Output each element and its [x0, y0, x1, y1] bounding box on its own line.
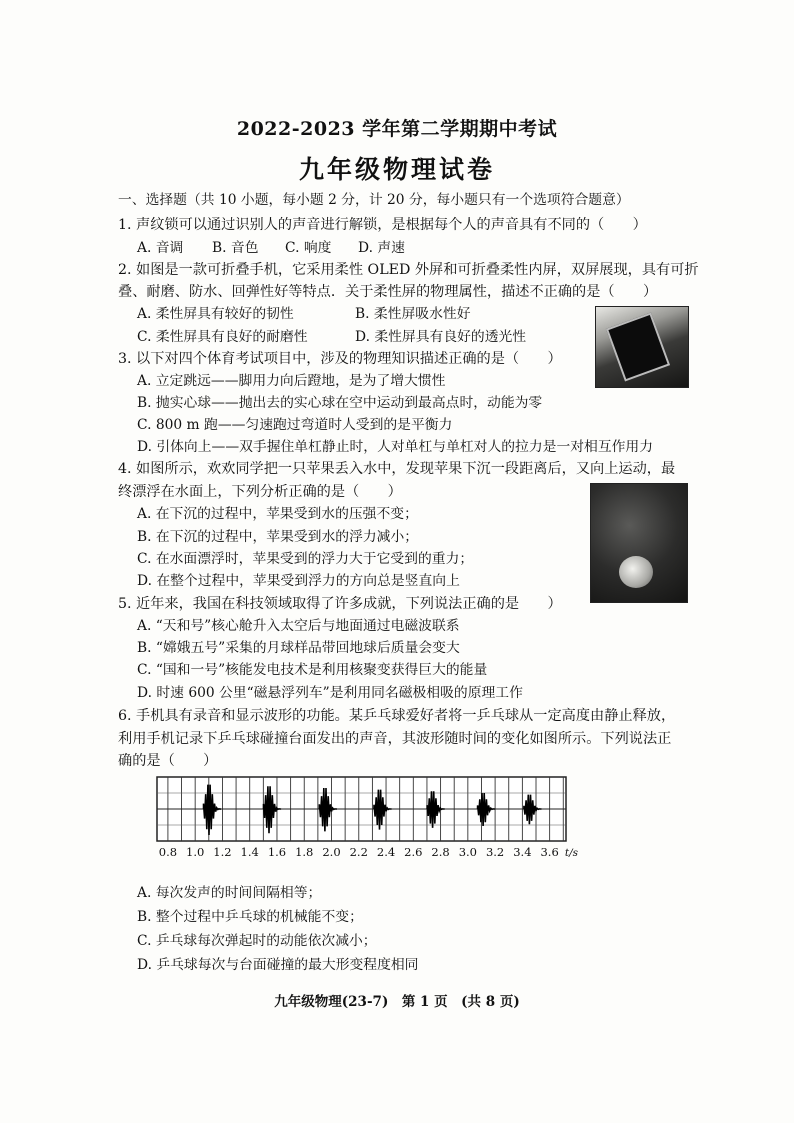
x-tick-label: 2.2 [349, 845, 368, 858]
q1-stem: 1. 声纹锁可以通过识别人的声音进行解锁，是根据每个人的声音具有不同的（ ） [118, 217, 647, 233]
sound-waveform-chart [155, 775, 580, 858]
apple-in-water-image [590, 483, 688, 603]
q6-option-a: A. 每次发声的时间间隔相等； [137, 885, 322, 901]
page-footer: 九年级物理(23-7) 第 1 页 (共 8 页) [274, 994, 520, 1010]
x-tick-label: 1.8 [295, 845, 314, 858]
q1-option-a: A. 音调 [137, 240, 184, 256]
exam-subtitle: 九年级物理试卷 [298, 155, 495, 184]
exam-title: 2022-2023 学年第二学期期中考试 [236, 118, 558, 140]
x-tick-label: 1.4 [240, 845, 259, 858]
q2-option-d: D. 柔性屏具有良好的透光性 [355, 329, 527, 345]
q6-option-c: C. 乒乓球每次弹起时的动能依次减小； [137, 933, 377, 949]
q6-stem-line2: 利用手机记录下乒乓球碰撞台面发出的声音，其波形随时间的变化如图所示。下列说法正 [118, 731, 672, 747]
q4-option-d: D. 在整个过程中，苹果受到浮力的方向总是竖直向上 [137, 573, 460, 589]
x-axis-unit: t/s [564, 847, 578, 858]
x-tick-label: 2.4 [376, 845, 396, 858]
q2-option-c: C. 柔性屏具有良好的耐磨性 [137, 329, 308, 345]
x-tick-label: 3.6 [540, 845, 559, 858]
x-tick-label: 2.8 [431, 845, 450, 858]
q5-option-d: D. 时速 600 公里“磁悬浮列车”是利用同名磁极相吸的原理工作 [137, 685, 523, 701]
q2-stem-line2: 叠、耐磨、防水、回弹性好等特点．关于柔性屏的物理属性，描述不正确的是（ ） [118, 284, 658, 300]
x-tick-label: 3.4 [513, 845, 532, 858]
q6-option-d: D. 乒乓球每次与台面碰撞的最大形变程度相同 [137, 957, 419, 973]
q5-option-c: C. “国和一号”核能发电技术是利用核聚变获得巨大的能量 [137, 662, 488, 678]
q5-option-a: A. “天和号”核心舱升入太空后与地面通过电磁波联系 [137, 618, 460, 634]
q3-option-c: C. 800 m 跑——匀速跑过弯道时人受到的是平衡力 [137, 417, 453, 433]
q1-option-d: D. 声速 [358, 240, 405, 256]
foldable-phone-image [595, 306, 689, 388]
section-heading: 一、选择题（共 10 小题，每小题 2 分，计 20 分，每小题只有一个选项符合题意） [118, 192, 630, 208]
x-tick-label: 2.0 [322, 845, 341, 858]
x-tick-label: 1.0 [186, 845, 205, 858]
q3-option-b: B. 抛实心球——抛出去的实心球在空中运动到最高点时，动能为零 [137, 395, 543, 411]
x-tick-label: 1.2 [213, 845, 232, 858]
q4-stem-line1: 4. 如图所示，欢欢同学把一只苹果丢入水中，发现苹果下沉一段距离后，又向上运动，最 [118, 461, 676, 477]
x-tick-label: 3.0 [458, 845, 477, 858]
q3-stem: 3. 以下对四个体育考试项目中，涉及的物理知识描述正确的是（ ） [118, 351, 562, 367]
q5-option-b: B. “嫦娥五号”采集的月球样品带回地球后质量会变大 [137, 640, 460, 656]
x-tick-label: 0.8 [158, 845, 178, 858]
q6-option-b: B. 整个过程中乒乓球的机械能不变； [137, 909, 363, 925]
q4-option-c: C. 在水面漂浮时，苹果受到的浮力大于它受到的重力； [137, 551, 474, 567]
q2-option-a: A. 柔性屏具有较好的韧性 [137, 306, 294, 322]
q5-stem: 5. 近年来，我国在科技领域取得了许多成就，下列说法正确的是 ） [118, 596, 562, 612]
q6-stem-line3: 确的是（ ） [118, 753, 218, 769]
q4-option-b: B. 在下沉的过程中，苹果受到水的浮力减小； [137, 529, 419, 545]
q6-stem-line1: 6. 手机具有录音和显示波形的功能。某乒乓球爱好者将一乒乓球从一定高度由静止释放， [118, 708, 676, 724]
x-tick-label: 1.6 [267, 845, 287, 858]
q2-option-b: B. 柔性屏吸水性好 [355, 306, 471, 322]
q3-option-d: D. 引体向上——双手握住单杠静止时，人对单杠与单杠对人的拉力是一对相互作用力 [137, 439, 654, 455]
q4-stem-line2: 终漂浮在水面上，下列分析正确的是（ ） [118, 484, 402, 500]
q1-option-c: C. 响度 [285, 240, 332, 256]
x-tick-label: 2.6 [404, 845, 423, 858]
x-tick-label: 3.2 [485, 845, 505, 858]
q3-option-a: A. 立定跳远——脚用力向后蹬地，是为了增大惯性 [137, 373, 446, 389]
q2-stem-line1: 2. 如图是一款可折叠手机，它采用柔性 OLED 外屏和可折叠柔性内屏，双屏展现，具有可折 [118, 262, 699, 278]
q4-option-a: A. 在下沉的过程中，苹果受到水的压强不变； [137, 506, 418, 522]
q1-option-b: B. 音色 [212, 240, 259, 256]
